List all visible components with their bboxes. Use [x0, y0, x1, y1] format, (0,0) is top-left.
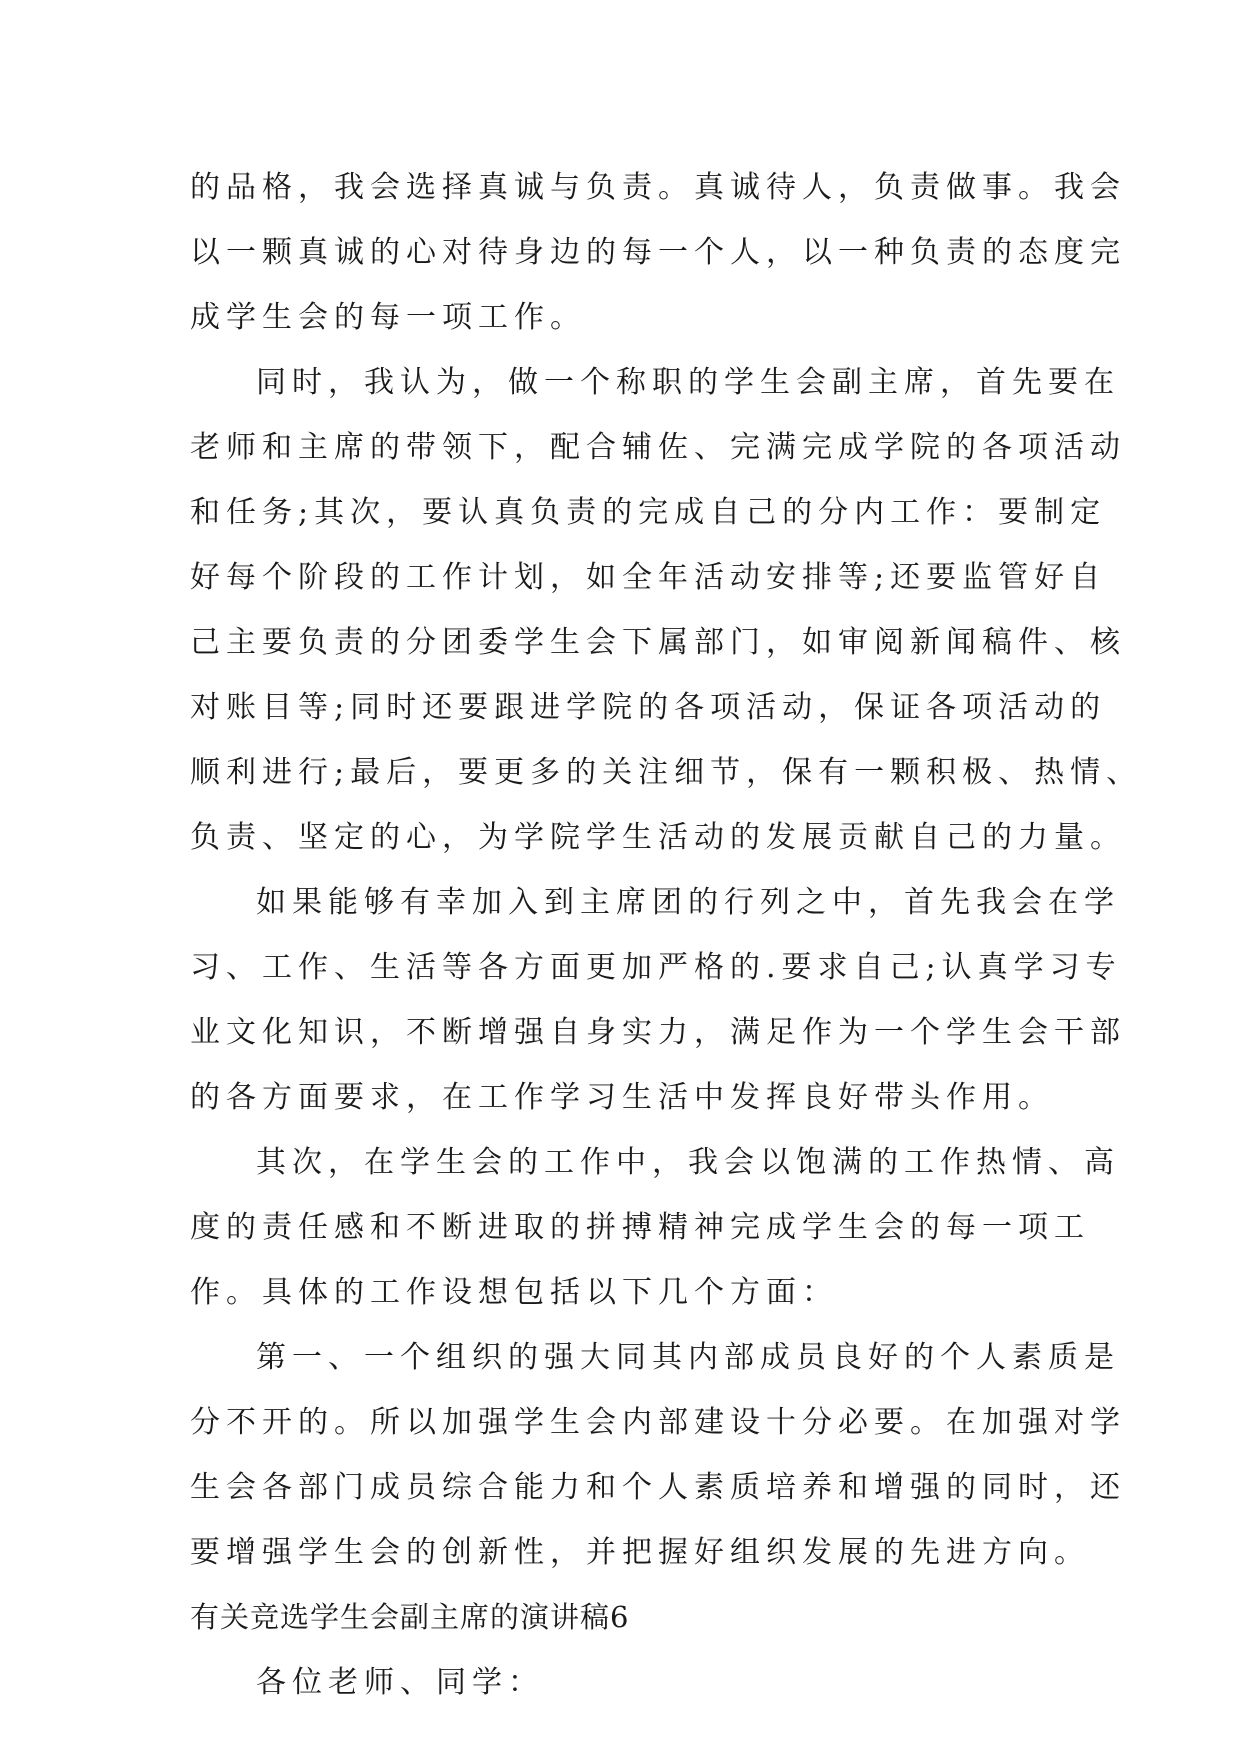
text-line: 其次，在学生会的工作中，我会以饱满的工作热情、高 — [256, 1145, 1120, 1180]
text-line: 习、工作、生活等各方面更加严格的.要求自己;认真学习专 — [190, 950, 1122, 985]
text-line: 对账目等;同时还要跟进学院的各项活动，保证各项活动的 — [190, 690, 1107, 725]
text-line: 第一、一个组织的强大同其内部成员良好的个人素质是 — [256, 1340, 1120, 1375]
text-line: 业文化知识，不断增强自身实力，满足作为一个学生会干部 — [190, 1015, 1126, 1050]
text-line: 老师和主席的带领下，配合辅佐、完满完成学院的各项活动 — [190, 430, 1126, 465]
text-line: 好每个阶段的工作计划，如全年活动安排等;还要监管好自 — [190, 560, 1107, 595]
document-body — [190, 155, 1143, 1715]
text-line: 作。具体的工作设想包括以下几个方面： — [190, 1275, 838, 1310]
section-heading: 有关竞选学生会副主席的演讲稿6 — [190, 1600, 630, 1634]
text-line: 负责、坚定的心，为学院学生活动的发展贡献自己的力量。 — [190, 820, 1126, 855]
text-line: 度的责任感和不断进取的拼搏精神完成学生会的每一项工 — [190, 1210, 1090, 1245]
text-line: 己主要负责的分团委学生会下属部门，如审阅新闻稿件、核 — [190, 625, 1126, 660]
text-line: 生会各部门成员综合能力和个人素质培养和增强的同时，还 — [190, 1470, 1126, 1505]
text-line: 成学生会的每一项工作。 — [190, 300, 586, 335]
text-line: 的品格，我会选择真诚与负责。真诚待人，负责做事。我会 — [190, 170, 1126, 205]
text-line: 的各方面要求，在工作学习生活中发挥良好带头作用。 — [190, 1080, 1054, 1115]
text-line: 同时，我认为，做一个称职的学生会副主席，首先要在 — [256, 365, 1120, 400]
text-line: 要增强学生会的创新性，并把握好组织发展的先进方向。 — [190, 1535, 1090, 1570]
text-line: 分不开的。所以加强学生会内部建设十分必要。在加强对学 — [190, 1405, 1126, 1440]
text-line: 顺利进行;最后，要更多的关注细节，保有一颗积极、热情、 — [190, 755, 1143, 790]
text-line: 各位老师、同学： — [256, 1665, 544, 1700]
text-line: 和任务;其次，要认真负责的完成自己的分内工作：要制定 — [190, 495, 1107, 530]
text-line: 以一颗真诚的心对待身边的每一个人，以一种负责的态度完 — [190, 235, 1126, 270]
text-line: 如果能够有幸加入到主席团的行列之中，首先我会在学 — [256, 885, 1120, 920]
